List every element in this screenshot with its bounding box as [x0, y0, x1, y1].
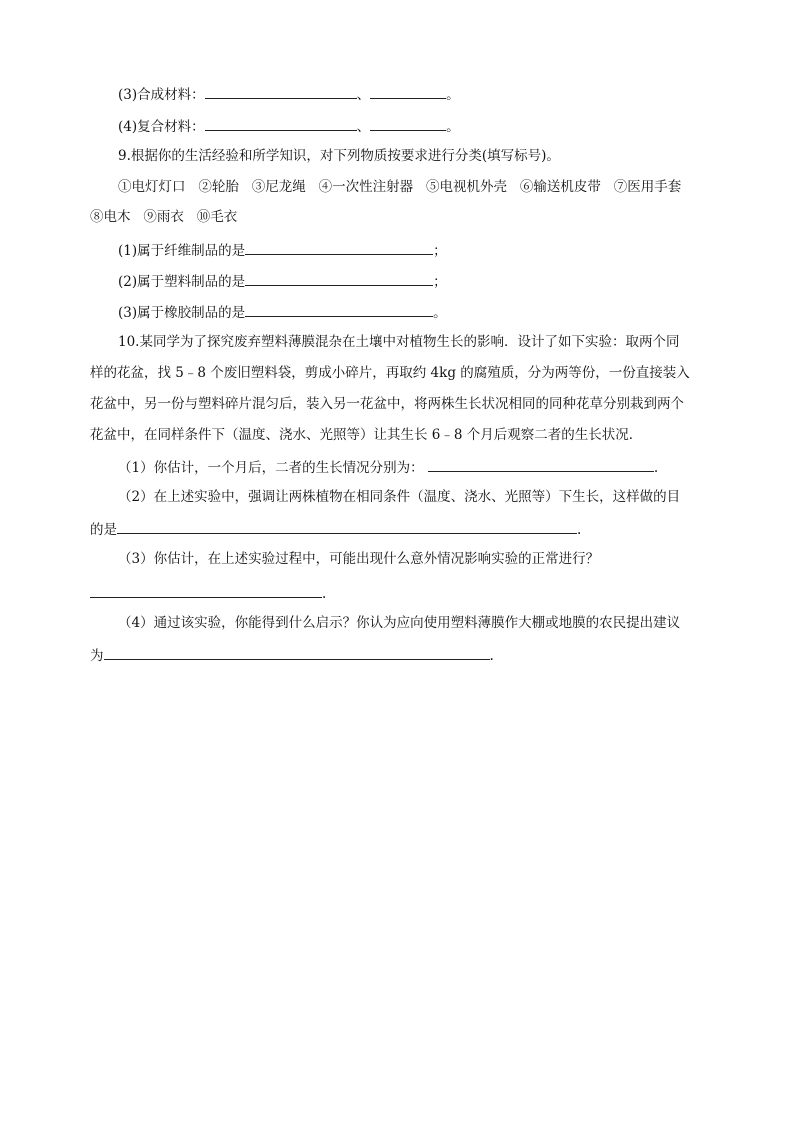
- q9-item: ①电灯灯口: [118, 179, 186, 195]
- q9-sub-1: [118, 240, 447, 260]
- q9-item: ⑨雨衣: [143, 209, 184, 225]
- q10-sub-2-line-1: （2）在上述实验中，强调让两株植物在相同条件（温度、浇水、光照等）下生长，这样做的目: [118, 489, 681, 505]
- answer-blank[interactable]: [428, 457, 654, 472]
- q10-stem-line: 样的花盆，找 5﹣8 个废旧塑料袋，剪成小碎片，再取约 4kg 的腐殖质，分为两等份，一份直接装入: [90, 365, 690, 381]
- punct: ；: [433, 274, 447, 290]
- punct: .: [577, 522, 582, 538]
- q10-sub-4-lead: 为: [90, 648, 104, 664]
- q9-item: ②轮胎: [198, 179, 239, 195]
- q9-sub-3-label: (3)属于橡胶制品的是: [118, 305, 246, 321]
- q9-sub-3: [118, 302, 447, 322]
- separator: 、: [356, 119, 371, 135]
- q9-sub-1-label: (1)属于纤维制品的是: [118, 243, 246, 259]
- q9-sub-2-label: (2)属于塑料制品的是: [118, 274, 246, 290]
- q10-stem-line: 10.某同学为了探究废弃塑料薄膜混杂在土壤中对植物生长的影响．设计了如下实验：取两个同: [118, 334, 680, 350]
- q10-sub-4-line-1: （4）通过该实验，你能得到什么启示？你认为应向使用塑料薄膜作大棚或地膜的农民提出建议: [118, 615, 681, 631]
- q9-sub-2: [118, 271, 447, 291]
- q10-sub-3-line-2: [90, 583, 326, 603]
- q9-item: ⑧电木: [90, 209, 131, 225]
- answer-blank[interactable]: [245, 271, 433, 286]
- q9-item: ④一次性注射器: [318, 179, 414, 195]
- q9-item: ⑩毛衣: [196, 209, 238, 225]
- q9-item: ⑤电视机外壳: [426, 179, 507, 195]
- q8-line-4-label: (4)复合材料：: [118, 119, 205, 135]
- q9-item: ⑦医用手套: [613, 179, 682, 195]
- q10-sub-3-line-1: （3）你估计，在上述实验过程中，可能出现什么意外情况影响实验的正常进行？: [118, 551, 600, 567]
- q8-line-3-label: (3)合成材料：: [118, 87, 205, 103]
- answer-blank[interactable]: [370, 84, 446, 99]
- q9-items-row-1: [118, 178, 681, 196]
- q9-stem: 9.根据你的生活经验和所学知识，对下列物质按要求进行分类(填写标号)。: [118, 148, 560, 164]
- q9-items-row-2: [90, 208, 237, 226]
- punct: .: [489, 648, 494, 664]
- punct: 。: [446, 119, 460, 135]
- answer-blank[interactable]: [205, 116, 357, 131]
- q10-sub-1-text: （1）你估计，一个月后，二者的生长情况分别为：: [118, 460, 424, 476]
- punct: 。: [433, 305, 447, 321]
- punct: 。: [446, 87, 460, 103]
- separator: 、: [356, 87, 371, 103]
- q8-line-4: [118, 116, 460, 136]
- q10-sub-2-line-2: [90, 519, 581, 539]
- q10-sub-4-line-2: [90, 645, 494, 665]
- q9-item: ⑥输送机皮带: [519, 179, 601, 195]
- answer-blank[interactable]: [90, 583, 322, 598]
- q8-line-3: [118, 84, 460, 104]
- answer-blank[interactable]: [104, 645, 490, 660]
- punct: .: [653, 460, 659, 476]
- answer-blank[interactable]: [370, 116, 446, 131]
- punct: .: [322, 586, 327, 602]
- answer-blank[interactable]: [245, 240, 433, 255]
- answer-blank[interactable]: [117, 519, 577, 534]
- q10-stem-line: 花盆中，在同样条件下（温度、浇水、光照等）让其生长 6﹣8 个月后观察二者的生长状况．: [90, 427, 643, 443]
- punct: ；: [433, 243, 447, 259]
- q10-sub-2-lead: 的是: [90, 522, 117, 538]
- q10-stem-line: 花盆中，另一份与塑料碎片混匀后，装入另一花盆中，将两株生长状况相同的同种花草分别栽到两个: [90, 396, 684, 412]
- answer-blank[interactable]: [205, 84, 357, 99]
- q10-sub-1: [118, 457, 658, 477]
- answer-blank[interactable]: [245, 302, 433, 317]
- q9-item: ③尼龙绳: [251, 179, 306, 195]
